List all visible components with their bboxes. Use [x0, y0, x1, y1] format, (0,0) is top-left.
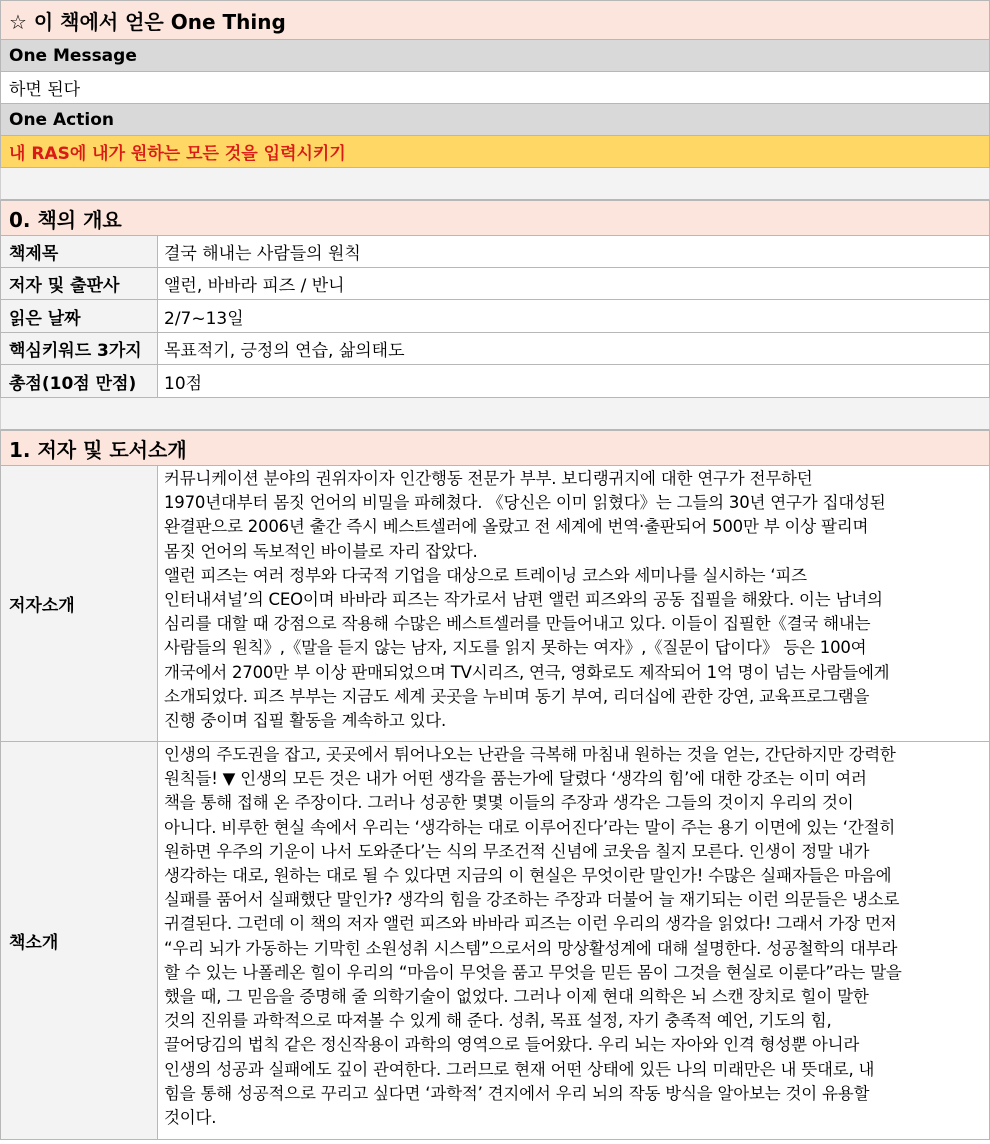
one-action-value-text: 내 RAS에 내가 원하는 모든 것을 입력시키기 — [9, 144, 346, 164]
one-message-value — [0, 72, 990, 104]
overview-label: 총점(10점 만점) — [1, 365, 158, 397]
overview-value: 2/7~13일 — [158, 300, 989, 332]
overview-value: 10점 — [158, 365, 989, 397]
one-action-label-text: One Action — [9, 109, 114, 130]
author-intro-label: 저자소개 — [1, 466, 158, 741]
one-thing-title-text: ☆ 이 책에서 얻은 One Thing — [9, 9, 286, 34]
one-action-label — [0, 104, 990, 136]
overview-row-keywords — [0, 333, 990, 365]
overview-row-score — [0, 365, 990, 398]
book-intro-row — [0, 742, 990, 1140]
overview-value: 목표적기, 긍정의 연습, 삶의태도 — [158, 333, 989, 364]
spacer-row — [0, 168, 990, 200]
intro-title — [0, 430, 990, 466]
overview-value: 결국 해내는 사람들의 원칙 — [158, 236, 989, 267]
overview-row-title — [0, 236, 990, 268]
overview-value: 앨런, 바바라 피즈 / 반니 — [158, 268, 989, 299]
overview-label: 저자 및 출판사 — [1, 268, 158, 299]
book-intro-text: 인생의 주도권을 잡고, 곳곳에서 튀어나오는 난관을 극복해 마침내 원하는 것을 얻는, 간단하지만 강력한 원칙들! ▼ 인생의 모든 것은 내가 어떤 생각을 품는가에 달렸다 ‘생각의 힘’에 대한 강조는 이미 여러 책을 통해 접해 온 주장이다. 그러나 성공한 몇몇 이들의 주장과 생각은 그들의 것이지 우리의 것이 아니다. 비루한 현실 속에서 우리는 ‘생각하는 대로 이루어진다’라는 말이 주는 용기 이면에 있는 ‘간절히 원하면 우주의 기운이 나서 도와준다’는 식의 무조건적 신념에 코웃음 칠지 모른다. 인생이 정말 내가 생각하는 대로, 원하는 대로 될 수 있다면 지금의 이 현실은 무엇이란 말인가! 수많은 실패자들은 마음에 실패를 품어서 실패했단 말인가? 생각의 힘을 강조하는 주장과 더불어 늘 재기되는 이런 의문들은 냉소로 귀결된다. 그런데 이 책의 저자 앨런 피즈와 바바라 피즈는 이런 우리의 생각을 읽었다! 그래서 가장 먼저 “우리 뇌가 가동하는 기막힌 소원성취 시스템”으로서의 망상활성계에 대해 설명한다. 성공철학의 대부라 할 수 있는 나폴레온 힐이 우리의 “마음이 무엇을 품고 무엇을 믿든 몸이 그것을 현실로 이룬다”라는 말을 했을 때, 그 믿음을 증명해 줄 의학기술이 없었다. 그러나 이제 현대 의학은 뇌 스캔 장치로 힐이 말한 것의 진위를 과학적으로 따져볼 수 있게 해 준다. 성취, 목표 설정, 자기 충족적 예언, 기도의 힘, 끌어당김의 법칙 같은 정신작용이 과학의 영역으로 들어왔다. 우리 뇌는 자아와 인격 형성뿐 아니라 인생의 성공과 실패에도 깊이 관여한다. 그러므로 현재 어떤 상태에 있든 나의 미래만은 내 뜻대로, 내 힘을 통해 성공적으로 꾸리고 싶다면 ‘과학적’ 견지에서 우리 뇌의 작동 방식을 알아보는 것이 유용할 것이다. — [158, 742, 989, 1139]
overview-label: 핵심키워드 3가지 — [1, 333, 158, 364]
one-message-label — [0, 40, 990, 72]
author-intro-text: 커뮤니케이션 분야의 권위자이자 인간행동 전문가 부부. 보디랭귀지에 대한 연구가 전무하던 1970년대부터 몸짓 언어의 비밀을 파헤쳤다. 《당신은 이미 읽혔다》는 그들의 30년 연구가 집대성된 완결판으로 2006년 출간 즉시 베스트셀러에 올랐고 전 세계에 번역·출판되어 500만 부 이상 팔리며 몸짓 언어의 독보적인 바이블로 자리 잡았다. 앨런 피즈는 여러 정부와 다국적 기업을 대상으로 트레이닝 코스와 세미나를 실시하는 ‘피즈 인터내셔널’의 CEO이며 바바라 피즈는 작가로서 남편 앨런 피즈와의 공동 집필을 해왔다. 이는 남녀의 심리를 대할 때 강점으로 작용해 수많은 베스트셀러를 만들어내고 있다. 이들이 집필한《결국 해내는 사람들의 원칙》,《말을 듣지 않는 남자, 지도를 읽지 못하는 여자》,《질문이 답이다》 등은 100여 개국에서 2700만 부 이상 판매되었으며 TV시리즈, 연극, 영화로도 제작되어 1억 명이 넘는 사람들에게 소개되었다. 피즈 부부는 지금도 세계 곳곳을 누비며 동기 부여, 리더십에 관한 강연, 교육프로그램을 진행 중이며 집필 활동을 계속하고 있다. — [158, 466, 989, 741]
overview-title — [0, 200, 990, 236]
one-message-value-text: 하면 된다 — [9, 80, 81, 100]
one-message-label-text: One Message — [9, 45, 137, 66]
book-intro-label: 책소개 — [1, 742, 158, 1139]
overview-label: 읽은 날짜 — [1, 300, 158, 332]
one-action-value — [0, 136, 990, 168]
intro-title-text: 1. 저자 및 도서소개 — [9, 437, 187, 462]
overview-title-text: 0. 책의 개요 — [9, 207, 122, 232]
overview-row-author — [0, 268, 990, 300]
spacer-row — [0, 398, 990, 430]
one-thing-title — [0, 0, 990, 40]
overview-label: 책제목 — [1, 236, 158, 267]
overview-row-date — [0, 300, 990, 333]
author-intro-row — [0, 466, 990, 742]
